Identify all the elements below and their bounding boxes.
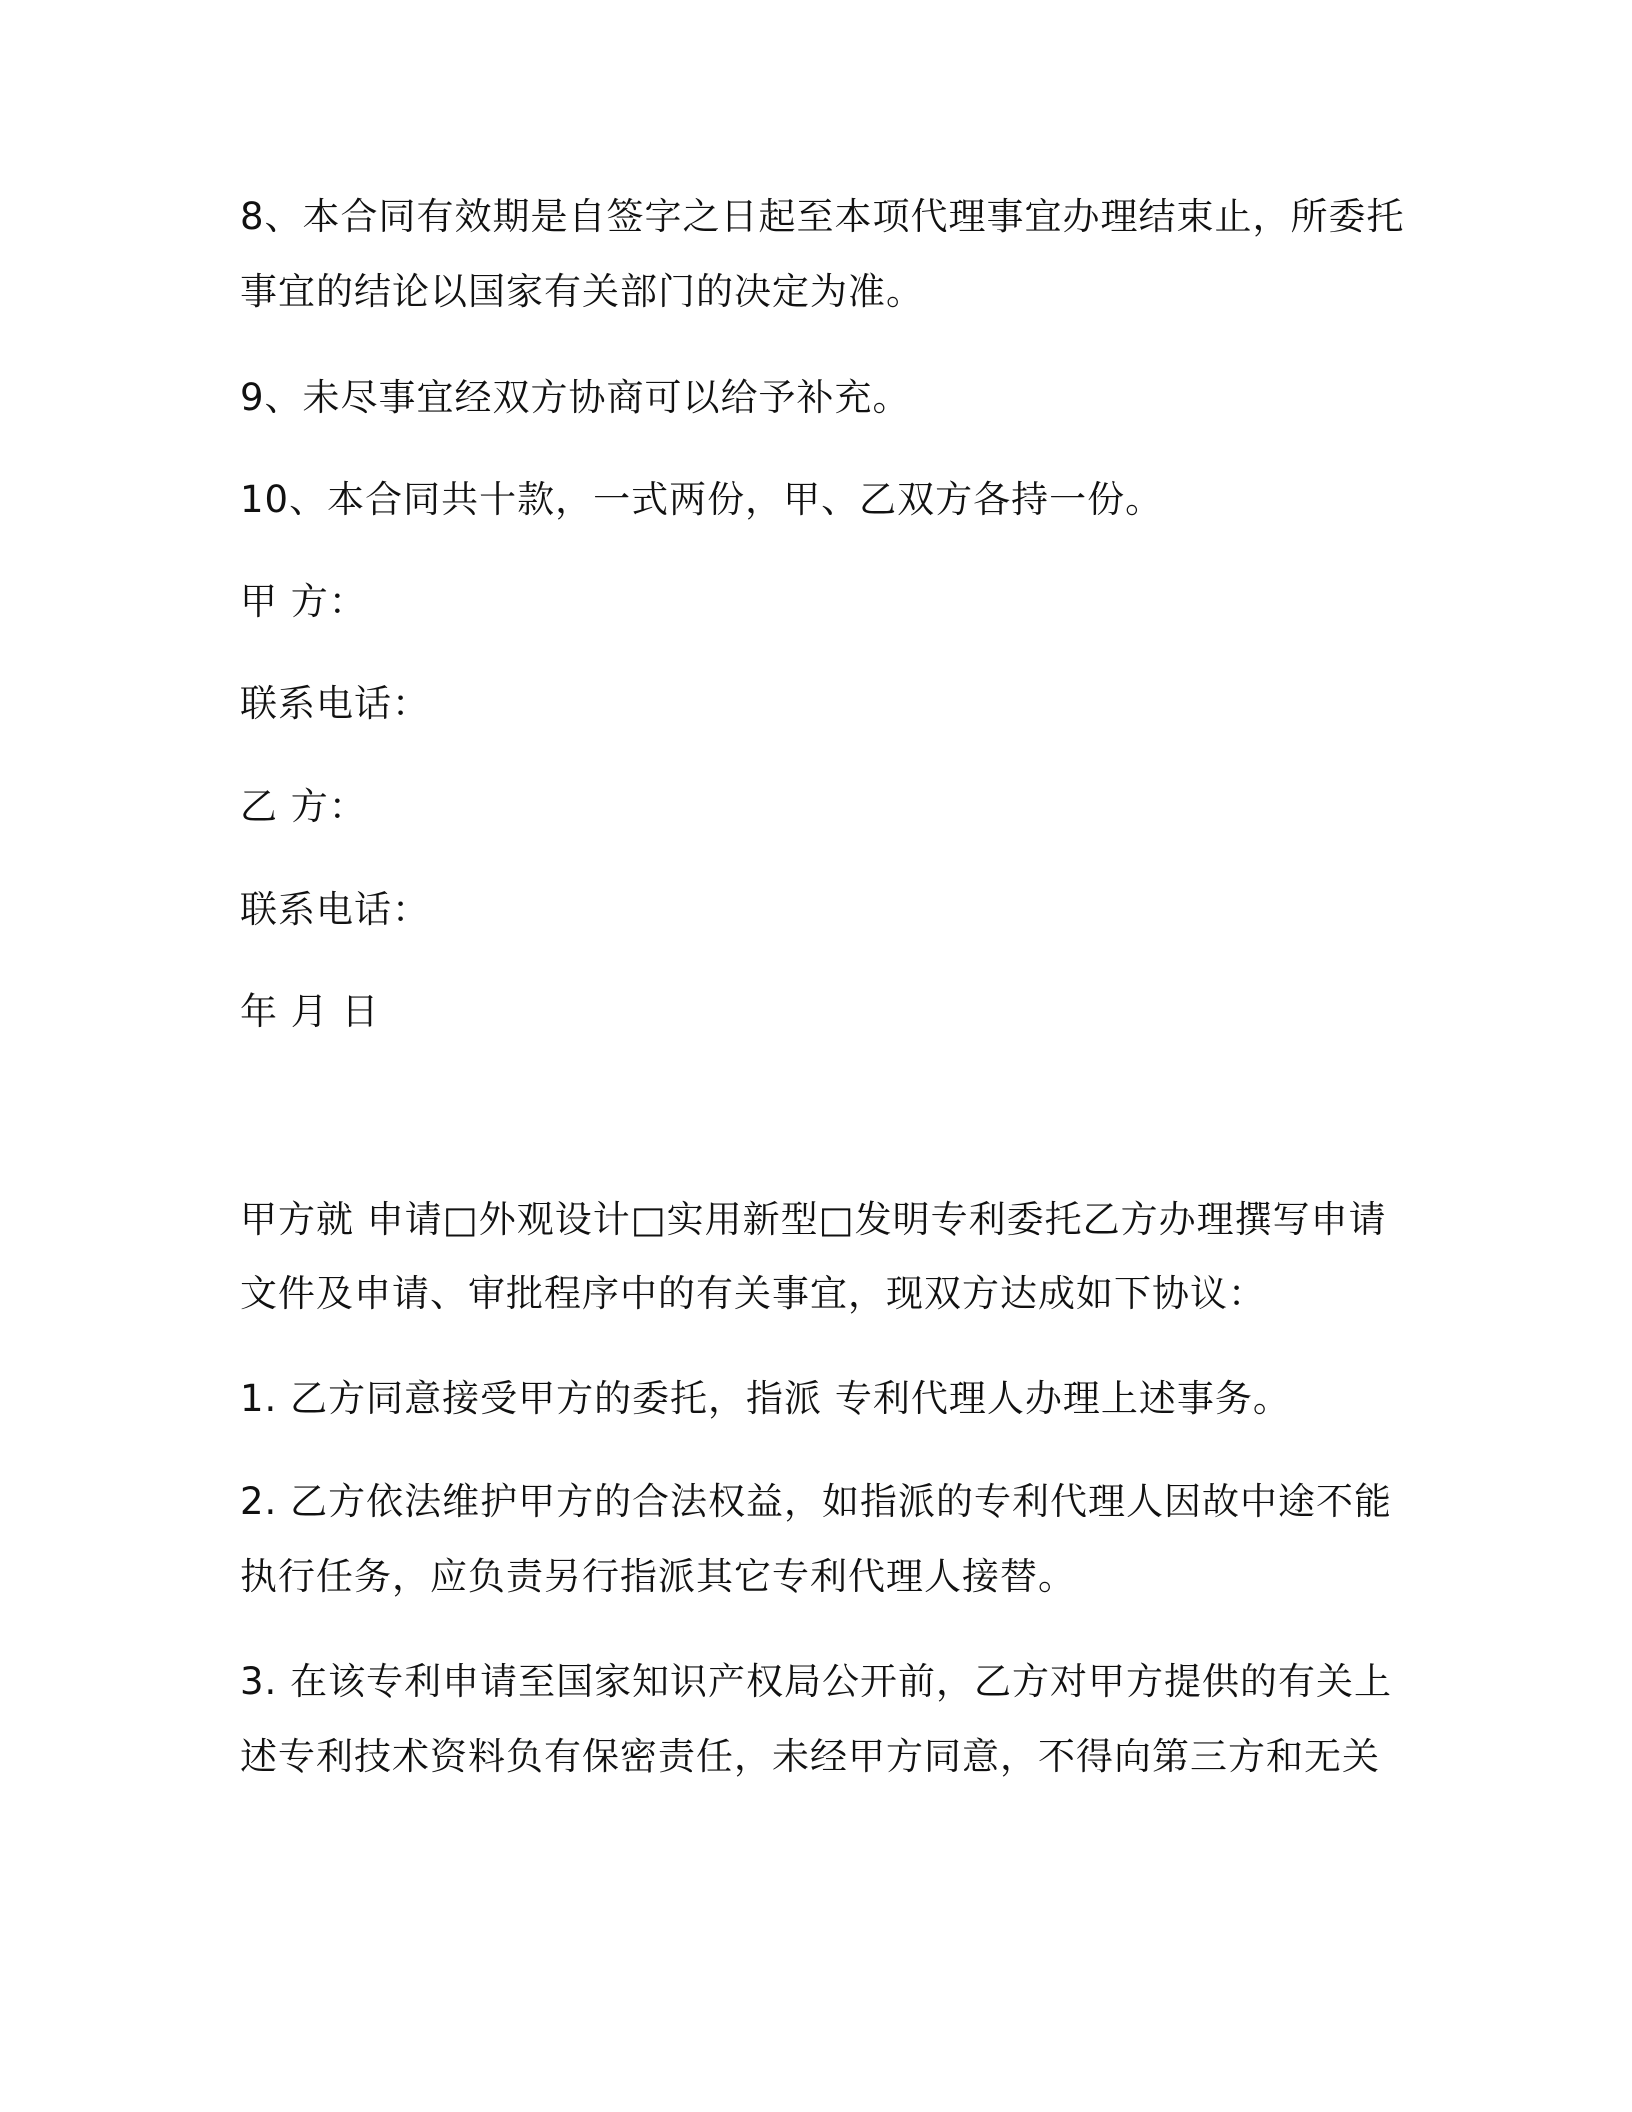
party-b-phone-label: 联系电话：	[240, 888, 430, 931]
party-a-phone-label: 联系电话：	[240, 682, 430, 725]
party-a-label: 甲 方：	[240, 580, 367, 623]
date-label: 年 月 日	[240, 990, 380, 1033]
party-b-label: 乙 方：	[240, 785, 367, 828]
term-3-line-2: 述专利技术资料负有保密责任，未经甲方同意，不得向第三方和无关	[240, 1735, 1380, 1778]
clause-8-line-2: 事宜的结论以国家有关部门的决定为准。	[240, 270, 924, 313]
clause-10: 10、本合同共十款，一式两份，甲、乙双方各持一份。	[240, 478, 1164, 521]
clause-9: 9、未尽事宜经双方协商可以给予补充。	[240, 376, 911, 419]
term-3-line-1: 3. 在该专利申请至国家知识产权局公开前，乙方对甲方提供的有关上	[240, 1660, 1393, 1703]
term-2-line-1: 2. 乙方依法维护甲方的合法权益，如指派的专利代理人因故中途不能	[240, 1480, 1393, 1523]
intro-line-1: 甲方就 申请□外观设计□实用新型□发明专利委托乙方办理撰写申请	[240, 1198, 1387, 1241]
term-2-line-2: 执行任务，应负责另行指派其它专利代理人接替。	[240, 1555, 1076, 1598]
clause-8-line-1: 8、本合同有效期是自签字之日起至本项代理事宜办理结束止，所委托	[240, 195, 1405, 238]
term-1: 1. 乙方同意接受甲方的委托，指派 专利代理人办理上述事务。	[240, 1377, 1291, 1420]
intro-line-2: 文件及申请、审批程序中的有关事宜，现双方达成如下协议：	[240, 1272, 1266, 1315]
